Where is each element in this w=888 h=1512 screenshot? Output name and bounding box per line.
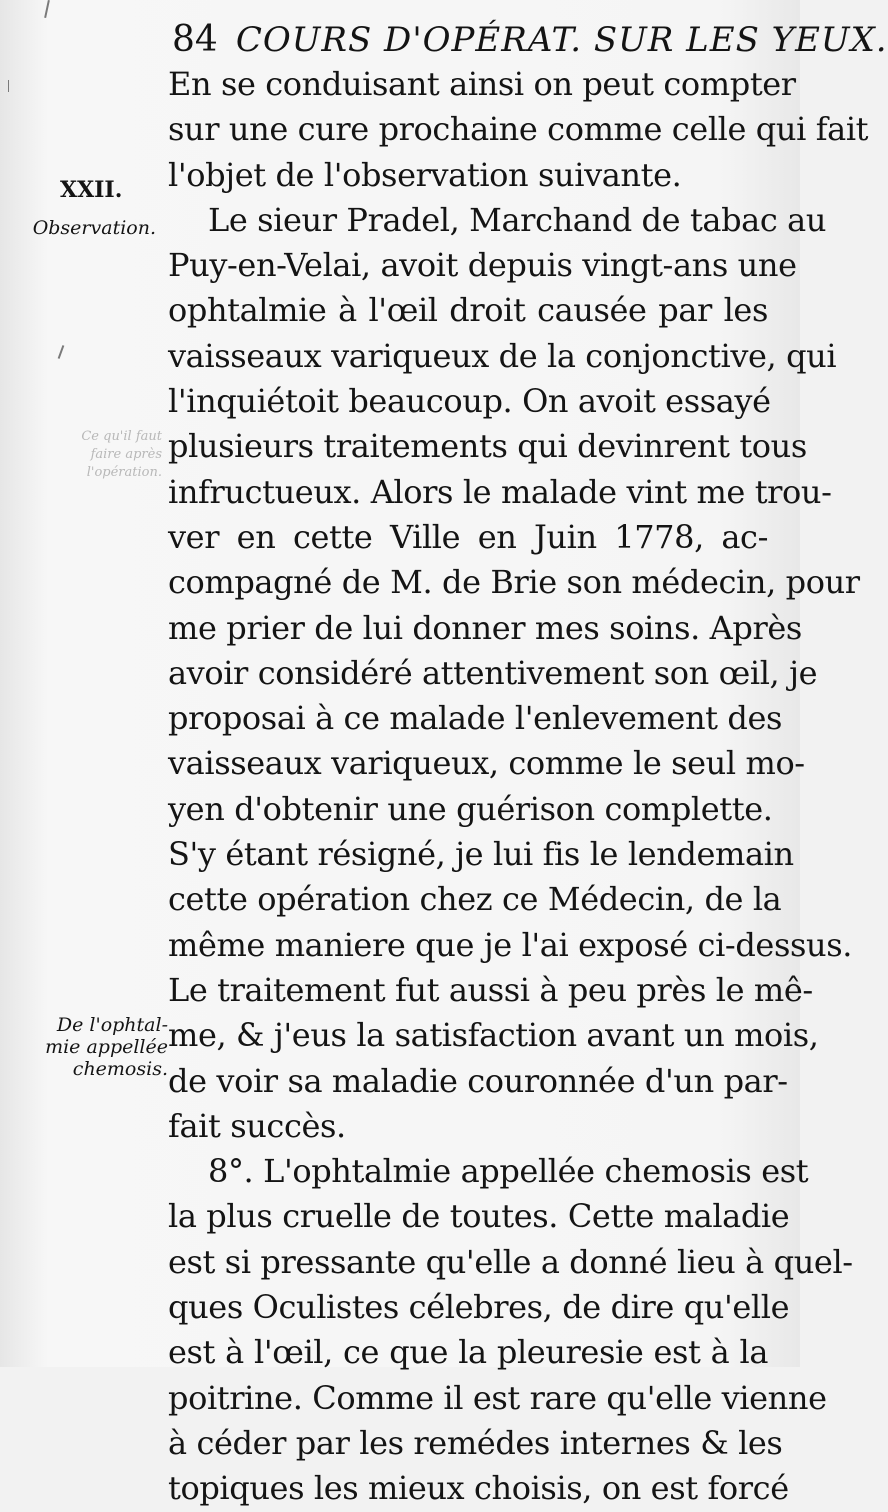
faint-margin-note: Ce qu'il faut faire après l'opération.: [81, 429, 162, 480]
text-line: est si pressante qu'elle a donné lieu à quel-: [168, 1242, 853, 1281]
text-line: yen d'obtenir une guérison complette.: [168, 789, 773, 828]
margin-mark: [44, 0, 50, 18]
margin-mark: [58, 345, 65, 359]
text-line: ophtalmie à l'œil droit causée par les: [168, 291, 768, 330]
text-line: Le sieur Pradel, Marchand de tabac au: [208, 200, 827, 239]
text-line: vaisseaux variqueux, comme le seul mo-: [168, 744, 805, 783]
text-line: me prier de lui donner mes soins. Après: [168, 608, 802, 647]
text-line: avoir considéré attentivement son œil, je: [168, 653, 818, 692]
text-line: de voir sa maladie couronnée d'un par-: [168, 1061, 788, 1100]
text-line: ques Oculistes célebres, de dire qu'elle: [168, 1288, 790, 1327]
text-line: S'y étant résigné, je lui fis le lendemain: [168, 835, 794, 874]
text-line: à céder par les remédes internes & les: [168, 1423, 783, 1462]
text-line: l'objet de l'observation suivante.: [168, 155, 682, 194]
observation-number: XXII.: [60, 177, 123, 203]
text-line: ver en cette Ville en Juin 1778, ac-: [168, 517, 768, 556]
running-title: COURS D'OPÉRAT. SUR LES YEUX.: [235, 20, 888, 60]
text-line: En se conduisant ainsi on peut compter: [168, 65, 796, 103]
text-line: la plus cruelle de toutes. Cette maladie: [168, 1197, 790, 1236]
text-line: l'inquiétoit beaucoup. On avoit essayé: [168, 382, 771, 421]
text-line: compagné de M. de Brie son médecin, pour: [168, 563, 860, 602]
text-line: sur une cure prochaine comme celle qui fait: [168, 110, 869, 149]
text-line: plusieurs traitements qui devinrent tous: [168, 427, 807, 466]
text-line: poitrine. Comme il est rare qu'elle vienne: [168, 1378, 827, 1417]
body-text: [168, 62, 869, 1512]
text-line: me, & j'eus la satisfaction avant un mois,: [168, 1016, 819, 1055]
text-line: topiques les mieux choisis, on est forcé: [168, 1469, 789, 1508]
text-line: fait succès.: [168, 1106, 346, 1145]
text-line: 8°. L'ophtalmie appellée chemosis est: [208, 1152, 809, 1191]
text-line: cette opération chez ce Médecin, de la: [168, 880, 782, 919]
text-line: Puy-en-Velai, avoit depuis vingt-ans une: [168, 246, 797, 285]
text-line: vaisseaux variqueux de la conjonctive, qui: [168, 336, 837, 375]
text-line: infructueux. Alors le malade vint me trou-: [168, 472, 832, 511]
text-line: proposai à ce malade l'enlevement des: [168, 699, 783, 738]
text-line: même maniere que je l'ai exposé ci-dessus.: [168, 925, 852, 964]
text-line: est à l'œil, ce que la pleuresie est à la: [168, 1333, 768, 1372]
page-number: 84: [172, 19, 218, 60]
ophtalmie-margin-note: De l'ophtal- mie appellée chemosis.: [45, 1014, 168, 1080]
text-line: Le traitement fut aussi à peu près le mê-: [168, 970, 813, 1009]
margin-mark: [8, 80, 9, 92]
running-header: [172, 14, 888, 66]
observation-label: Observation.: [32, 217, 156, 239]
